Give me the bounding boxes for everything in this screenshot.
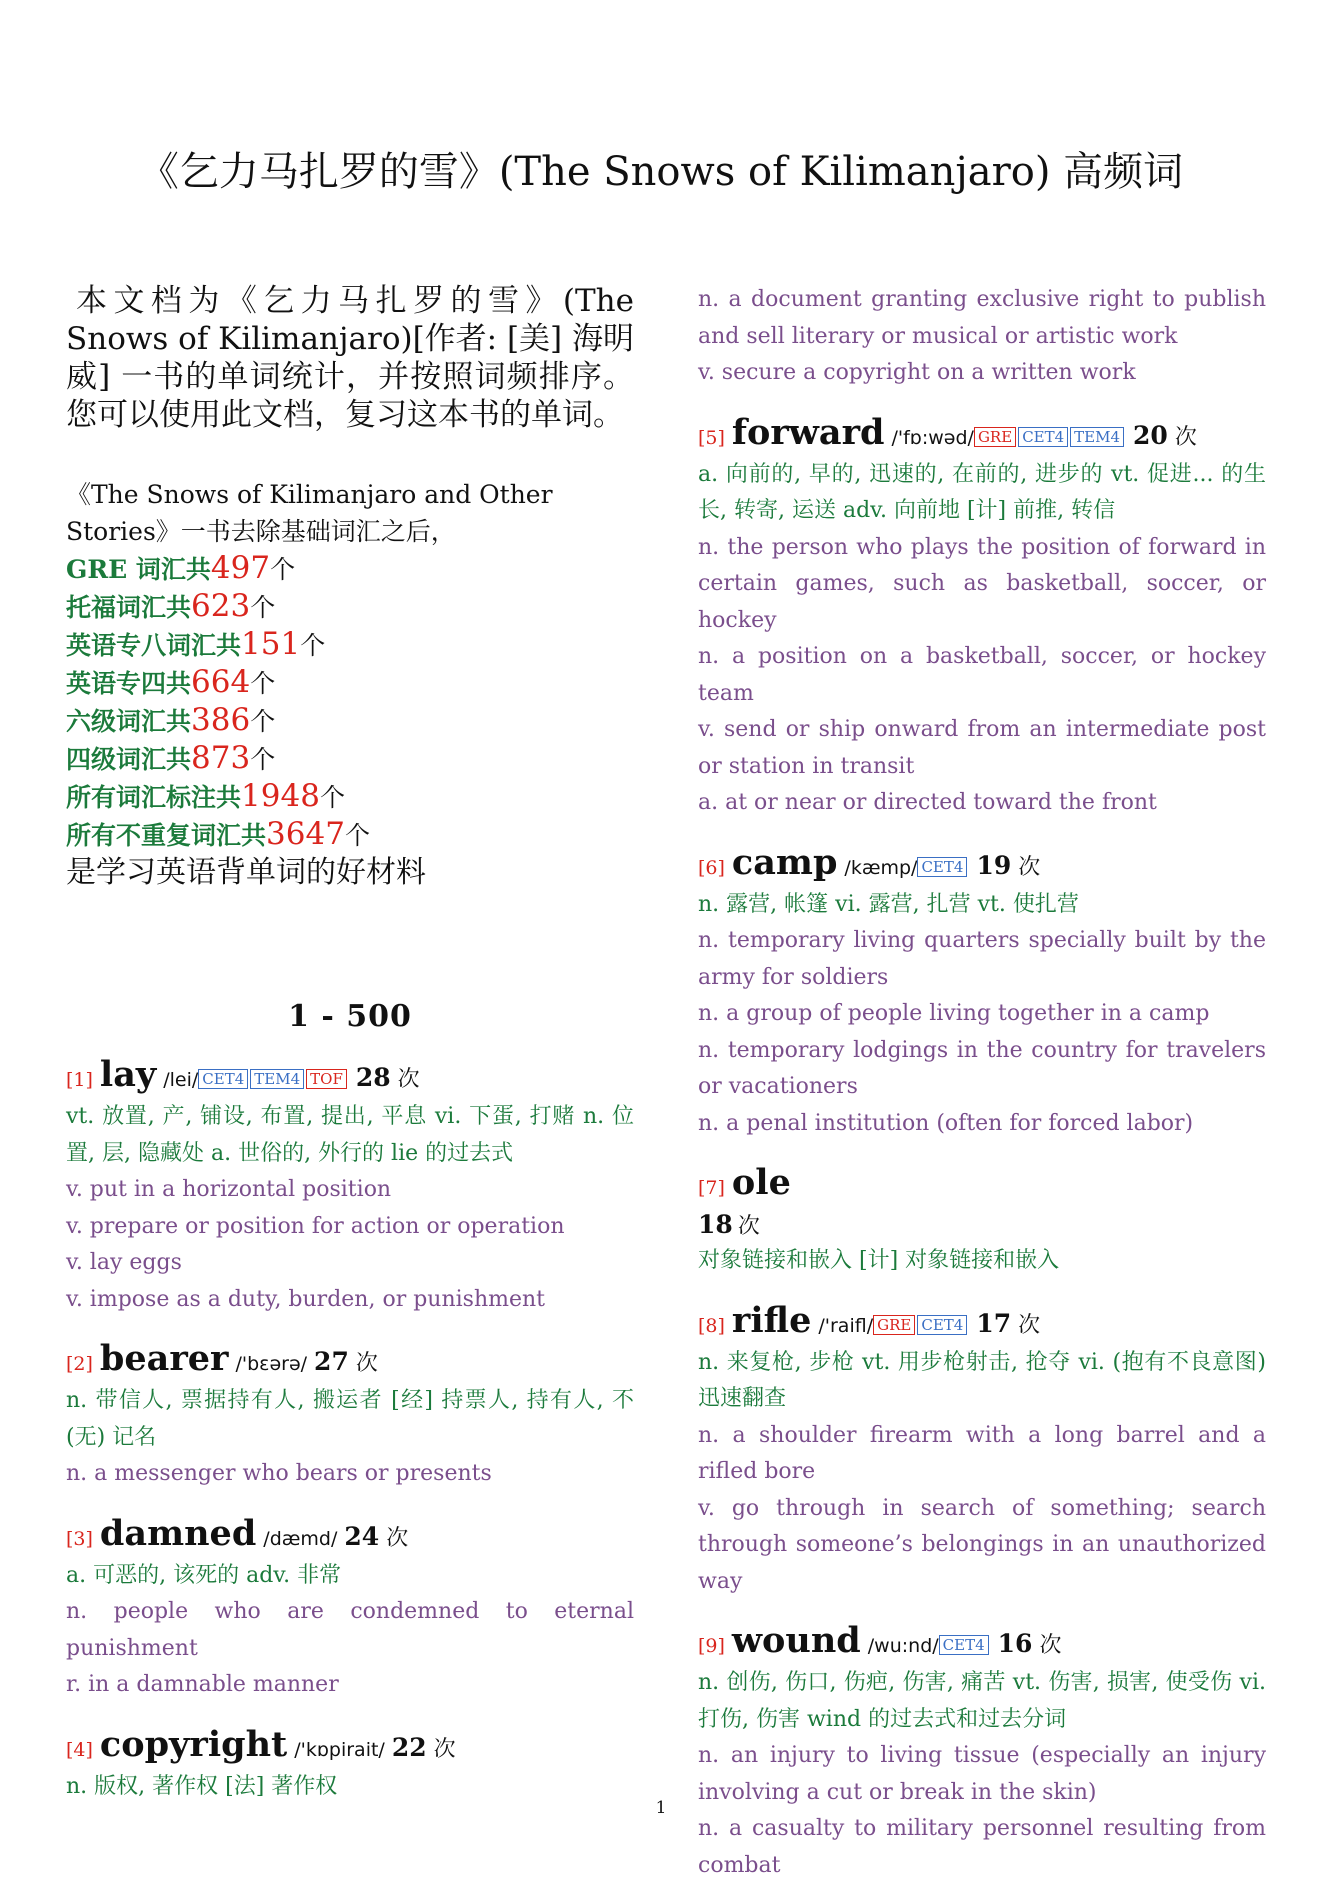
intro-text: 本文档为《乞力马扎罗的雪》(The Snows of Kilimanjaro)[作者: [美] 海明威] 一书的单词统计，并按照词频排序。您可以使用此文档，复习这本书的单词。	[66, 282, 634, 434]
badge-tof: TOF	[306, 1069, 347, 1089]
stats-lines	[66, 550, 634, 854]
sense-line: n. people who are condemned to eternal punishment	[66, 1594, 634, 1667]
stat-label: 英语专八词汇	[66, 631, 216, 660]
stat-suffix: 个	[320, 783, 345, 812]
entry-head	[698, 1302, 1266, 1345]
entry-count: 27	[314, 1347, 349, 1376]
stat-number: 151	[241, 626, 300, 662]
stat-line	[66, 702, 634, 740]
stat-suffix: 个	[250, 593, 275, 622]
entry-count-unit: 次	[1175, 425, 1197, 450]
entry-count: 16	[998, 1629, 1033, 1658]
stat-line	[66, 550, 634, 588]
right-entry-list	[698, 414, 1266, 1884]
entry-phonetic: /dæmd/	[263, 1528, 337, 1550]
sense-line: n. temporary living quarters specially built by the army for soldiers	[698, 923, 1266, 996]
sense-line: 对象链接和嵌入 [计] 对象链接和嵌入	[698, 1243, 1266, 1280]
entry-phonetic: /lei/	[163, 1069, 198, 1091]
word-entry	[66, 1056, 634, 1318]
entry-index: [9]	[698, 1635, 725, 1657]
stat-suffix: 个	[270, 555, 295, 584]
stat-number: 3647	[266, 816, 345, 852]
word-entry	[698, 1622, 1266, 1884]
entry-index: [8]	[698, 1315, 725, 1337]
stat-number: 623	[191, 588, 250, 624]
entry-index: [1]	[66, 1069, 93, 1091]
sense-line: n. a shoulder firearm with a long barrel and a rifled bore	[698, 1418, 1266, 1491]
stat-line	[66, 664, 634, 702]
entry-word: bearer	[100, 1338, 229, 1379]
entry-count: 18	[698, 1210, 733, 1239]
sense-line: v. lay eggs	[66, 1245, 634, 1282]
entry-phonetic: /wu:nd/	[868, 1635, 939, 1657]
entry-phonetic: /kæmp/	[844, 857, 917, 879]
sense-line: n. a casualty to military personnel resulting from combat	[698, 1811, 1266, 1884]
word-entry	[698, 414, 1266, 822]
stat-pre: 共	[166, 745, 191, 774]
stat-pre: 共	[216, 631, 241, 660]
entry-head	[698, 1164, 1266, 1207]
stat-suffix: 个	[250, 707, 275, 736]
sense-line: r. in a damnable manner	[66, 1667, 634, 1704]
sense-line: a. at or near or directed toward the front	[698, 785, 1266, 822]
word-entry	[698, 844, 1266, 1143]
entry-head	[698, 1622, 1266, 1665]
stat-line	[66, 626, 634, 664]
entry-count: 28	[356, 1063, 391, 1092]
entry-head	[66, 1056, 634, 1099]
sense-line: v. prepare or position for action or operation	[66, 1209, 634, 1246]
word-entry	[66, 1340, 634, 1493]
word-entry	[698, 1164, 1266, 1280]
sense-line: v. secure a copyright on a written work	[698, 355, 1266, 392]
entry-count: 17	[976, 1309, 1011, 1338]
stat-label: 英语专四	[66, 669, 166, 698]
stat-suffix: 个	[250, 745, 275, 774]
entry-count: 20	[1133, 421, 1168, 450]
stat-line	[66, 588, 634, 626]
entry-phonetic: /'kɒpirait/	[294, 1739, 385, 1761]
stat-suffix: 个	[345, 821, 370, 850]
sense-line: n. 带信人, 票据持有人, 搬运者 [经] 持票人, 持有人, 不(无) 记名	[66, 1383, 634, 1456]
entry-phonetic: /'fɒ:wəd/	[891, 427, 973, 449]
badge-gre: GRE	[974, 427, 1016, 447]
entry-word: rifle	[732, 1300, 811, 1341]
sense-line: v. put in a horizontal position	[66, 1172, 634, 1209]
sense-line: n. a messenger who bears or presents	[66, 1456, 634, 1493]
continued-senses	[698, 282, 1266, 392]
sense-line: n. a group of people living together in a camp	[698, 996, 1266, 1033]
sense-line: n. 创伤, 伤口, 伤疤, 伤害, 痛苦 vt. 伤害, 损害, 使受伤 vi. 打伤, 伤害 wind 的过去式和过去分词	[698, 1665, 1266, 1738]
entry-word: damned	[100, 1513, 256, 1554]
entry-index: [2]	[66, 1353, 93, 1375]
stats-closing: 是学习英语背单词的好材料	[66, 854, 634, 891]
stat-line	[66, 778, 634, 816]
stat-number: 386	[191, 702, 250, 738]
stat-number: 873	[191, 740, 250, 776]
entry-phonetic: /'raifl/	[818, 1315, 873, 1337]
stat-pre: 共	[216, 783, 241, 812]
entry-count-unit: 次	[356, 1351, 378, 1376]
entry-index: [4]	[66, 1739, 93, 1761]
stat-label: 所有不重复词汇	[66, 821, 241, 850]
sense-line: n. an injury to living tissue (especially an injury involving a cut or break in the skin)	[698, 1738, 1266, 1811]
word-entry	[66, 1515, 634, 1704]
entry-index: [7]	[698, 1177, 725, 1199]
entry-word: copyright	[100, 1724, 287, 1765]
word-entry	[66, 1726, 634, 1806]
page-title: 《乞力马扎罗的雪》(The Snows of Kilimanjaro) 高频词	[0, 140, 1322, 197]
entry-count: 22	[392, 1733, 427, 1762]
entry-word: wound	[732, 1620, 861, 1661]
entry-count-unit: 次	[1018, 1313, 1040, 1338]
entry-count: 24	[344, 1522, 379, 1551]
sense-line: n. a document granting exclusive right to publish and sell literary or musical or artistic work	[698, 282, 1266, 355]
sense-line: n. a penal institution (often for forced labor)	[698, 1106, 1266, 1143]
entry-head	[698, 844, 1266, 887]
left-entry-list	[66, 1056, 634, 1805]
sense-line: vt. 放置, 产, 铺设, 布置, 提出, 平息 vi. 下蛋, 打赌 n. 位置, 层, 隐藏处 a. 世俗的, 外行的 lie 的过去式	[66, 1099, 634, 1172]
sense-line: n. temporary lodgings in the country for travelers or vacationers	[698, 1033, 1266, 1106]
badge-cet4: CET4	[917, 857, 967, 877]
stat-label: 托福词汇	[66, 593, 166, 622]
entry-count-unit: 次	[398, 1067, 420, 1092]
sense-line: a. 可恶的, 该死的 adv. 非常	[66, 1558, 634, 1595]
entry-count: 19	[976, 851, 1011, 880]
badge-tem4: TEM4	[250, 1069, 304, 1089]
badge-tem4: TEM4	[1070, 427, 1124, 447]
stat-suffix: 个	[250, 669, 275, 698]
entry-index: [3]	[66, 1528, 93, 1550]
entry-count-line	[698, 1207, 1266, 1243]
stat-pre: 共	[166, 707, 191, 736]
sense-line: n. 版权, 著作权 [法] 著作权	[66, 1769, 634, 1806]
left-column	[66, 282, 634, 1805]
stat-line	[66, 816, 634, 854]
stat-suffix: 个	[300, 631, 325, 660]
stat-pre: 共	[241, 821, 266, 850]
entry-head	[66, 1726, 634, 1769]
entry-count-unit: 次	[1018, 855, 1040, 880]
entry-count-unit: 次	[434, 1737, 456, 1762]
entry-phonetic: /'bɛərə/	[236, 1353, 308, 1375]
sense-line: n. the person who plays the position of forward in certain games, such as basketball, soccer, or hockey	[698, 530, 1266, 640]
sense-line: n. a position on a basketball, soccer, or hockey team	[698, 639, 1266, 712]
entry-head	[66, 1515, 634, 1558]
badge-cet4: CET4	[917, 1315, 967, 1335]
sense-line: v. go through in search of something; search through someone’s belongings in an unauthorized way	[698, 1491, 1266, 1601]
stat-line	[66, 740, 634, 778]
sense-line: v. impose as a duty, burden, or punishment	[66, 1282, 634, 1319]
sense-line: a. 向前的, 早的, 迅速的, 在前的, 进步的 vt. 促进... 的生长, 转寄, 运送 adv. 向前地 [计] 前推, 转信	[698, 457, 1266, 530]
entry-index: [5]	[698, 427, 725, 449]
entry-head	[66, 1340, 634, 1383]
stats-block	[66, 476, 634, 891]
sense-line: n. 来复枪, 步枪 vt. 用步枪射击, 抢夺 vi. (抱有不良意图) 迅速翻查	[698, 1345, 1266, 1418]
page-number: 1	[0, 1798, 1322, 1818]
stat-number: 664	[191, 664, 250, 700]
sense-line: v. send or ship onward from an intermediate post or station in transit	[698, 712, 1266, 785]
badge-cet4: CET4	[1018, 427, 1068, 447]
badge-cet4: CET4	[939, 1635, 989, 1655]
section-heading: 1 - 500	[66, 999, 634, 1034]
entry-count-unit: 次	[386, 1526, 408, 1551]
stat-pre: 共	[186, 555, 211, 584]
entry-word: forward	[732, 412, 885, 453]
stat-number: 497	[211, 550, 270, 586]
stat-label: 六级词汇	[66, 707, 166, 736]
badge-cet4: CET4	[198, 1069, 248, 1089]
entry-word: lay	[100, 1054, 156, 1095]
stat-label: 四级词汇	[66, 745, 166, 774]
entry-index: [6]	[698, 857, 725, 879]
stats-lead: 《The Snows of Kilimanjaro and Other Stories》一书去除基础词汇之后，	[66, 476, 634, 550]
stat-pre: 共	[166, 669, 191, 698]
stat-label: GRE 词汇	[66, 555, 186, 584]
entry-head	[698, 414, 1266, 457]
entry-count-unit: 次	[1039, 1633, 1061, 1658]
stat-label: 所有词汇标注	[66, 783, 216, 812]
stat-number: 1948	[241, 778, 320, 814]
word-entry	[698, 1302, 1266, 1601]
right-column	[698, 282, 1266, 1884]
badge-gre: GRE	[873, 1315, 915, 1335]
stat-pre: 共	[166, 593, 191, 622]
entry-word: camp	[732, 842, 838, 883]
entry-count-unit: 次	[738, 1214, 760, 1239]
sense-line: n. 露营, 帐篷 vi. 露营, 扎营 vt. 使扎营	[698, 887, 1266, 924]
entry-word: ole	[732, 1162, 791, 1203]
